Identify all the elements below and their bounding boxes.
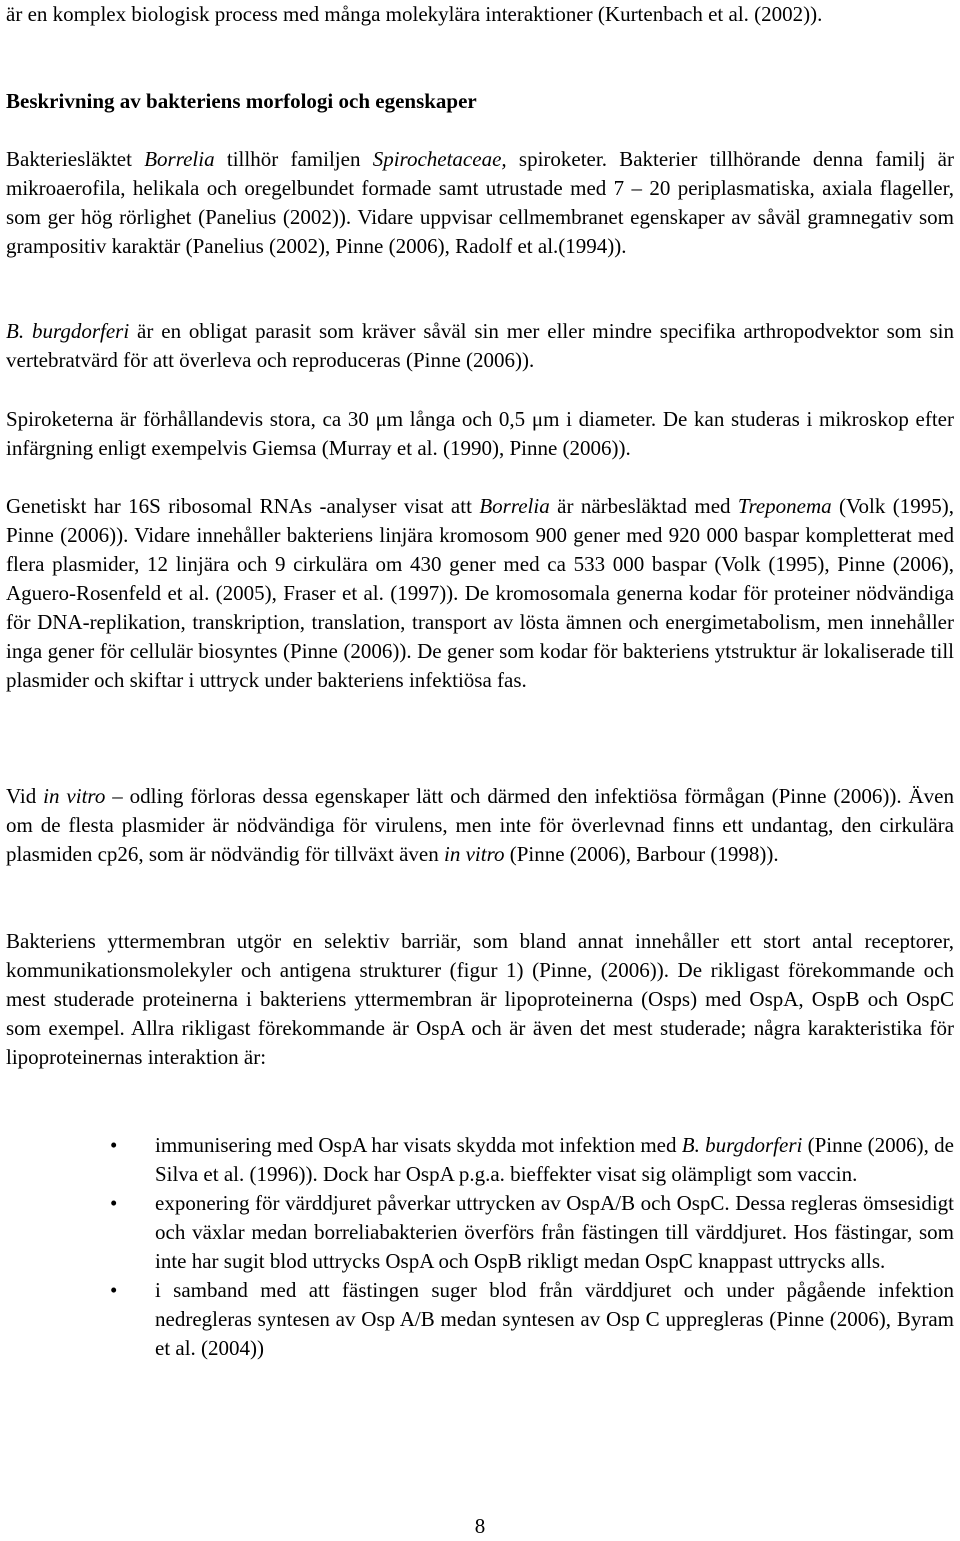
bullet-icon: •	[110, 1191, 118, 1215]
bullet-icon: •	[110, 1133, 118, 1157]
list-item: • immunisering med OspA har visats skydda mot infektion med B. burgdorferi (Pinne (2006), de Silva et al. (1996)). Dock har OspA p.g.a. bieffekter visat sig olämpligt som vaccin.	[110, 1133, 954, 1186]
list-item: • exponering för värddjuret påverkar uttrycken av OspA/B och OspC. Dessa regleras ömsesidigt och växlar medan borreliabakterien överförs från fästingen till värddjuret. Hos fästingar, som inte har sugit blod uttrycks OspA och OspB rikligt medan OspC knappast uttrycks alls.	[110, 1191, 954, 1273]
bullet-icon: •	[110, 1278, 118, 1302]
bullet-list	[110, 1131, 954, 1363]
section-heading: Beskrivning av bakteriens morfologi och egenskaper	[6, 89, 477, 113]
paragraph-genetics: Genetiskt har 16S ribosomal RNAs -analyser visat att Borrelia är närbesläktad med Treponema (Volk (1995), Pinne (2006)). Vidare innehåller bakteriens linjära kromosom 900 gener med 920 000 baspar kompletterat med flera plasmider, 12 linjära och 9 cirkulära om 430 gener med ca 533 000 baspar (Volk (1995), Pinne (2006), Aguero-Rosenfeld et al. (2005), Fraser et al. (1997)). De kromosomala generna kodar för proteiner nödvändiga för DNA-replikation, transkription, translation, transport av lösta ämnen och energimetabolism, men innehåller inga gener för cellulär biosyntes (Pinne (2006)). De gener som kodar för bakteriens ytstruktur är lokaliserade till plasmider och skiftar i uttryck under bakteriens infektiösa fas.	[6, 494, 954, 692]
paragraph-morphology: Bakteriesläktet Borrelia tillhör familjen Spirochetaceae, spiroketer. Bakterier tillhörande denna familj är mikroaerofila, helikala och oregelbundet formade samt utrustade med 7 – 20 periplasmatiska, axiala flageller, som ger hög rörlighet (Panelius (2002)). Vidare uppvisar cellmembranet egenskaper av såväl gramnegativ som grampositiv karaktär (Panelius (2002), Pinne (2006), Radolf et al.(1994)).	[6, 147, 954, 258]
paragraph-outer-membrane: Bakteriens yttermembran utgör en selektiv barriär, som bland annat innehåller ett stort antal receptorer, kommunikationsmolekyler och antigena strukturer (figur 1) (Pinne, (2006)). De rikligast förekommande och mest studerade proteinerna i bakteriens yttermembran är lipoproteinerna (Osps) med OspA, OspB och OspC som exempel. Allra rikligast förekommande är OspA och är även det mest studerade; några karakteristika för lipoproteinernas interaktion är:	[6, 929, 954, 1069]
paragraph-size: Spiroketerna är förhållandevis stora, ca 30 μm långa och 0,5 μm i diameter. De kan studeras i mikroskop efter infärgning enligt exempelvis Giemsa (Murray et al. (1990), Pinne (2006)).	[6, 407, 954, 460]
page-number: 8	[474, 1514, 486, 1538]
paragraph-in-vitro: Vid in vitro – odling förloras dessa egenskaper lätt och därmed den infektiösa förmågan (Pinne (2006)). Även om de flesta plasmider är nödvändiga för virulens, men inte för överlevnad finns ett undantag, den cirkulära plasmiden cp26, som är nödvändig för tillväxt även in vitro (Pinne (2006), Barbour (1998)).	[6, 784, 954, 866]
paragraph-intro: är en komplex biologisk process med många molekylära interaktioner (Kurtenbach et al. (2002)).	[6, 2, 823, 26]
paragraph-parasite: B. burgdorferi är en obligat parasit som kräver såväl sin mer eller mindre specifika arthropodvektor som sin vertebratvärd för att överleva och reproduceras (Pinne (2006)).	[6, 319, 954, 372]
list-item: • i samband med att fästingen suger blod från värddjuret och under pågående infektion nedregleras syntesen av Osp A/B medan syntesen av Osp C uppregleras (Pinne (2006), Byram et al. (2004))	[110, 1278, 954, 1360]
